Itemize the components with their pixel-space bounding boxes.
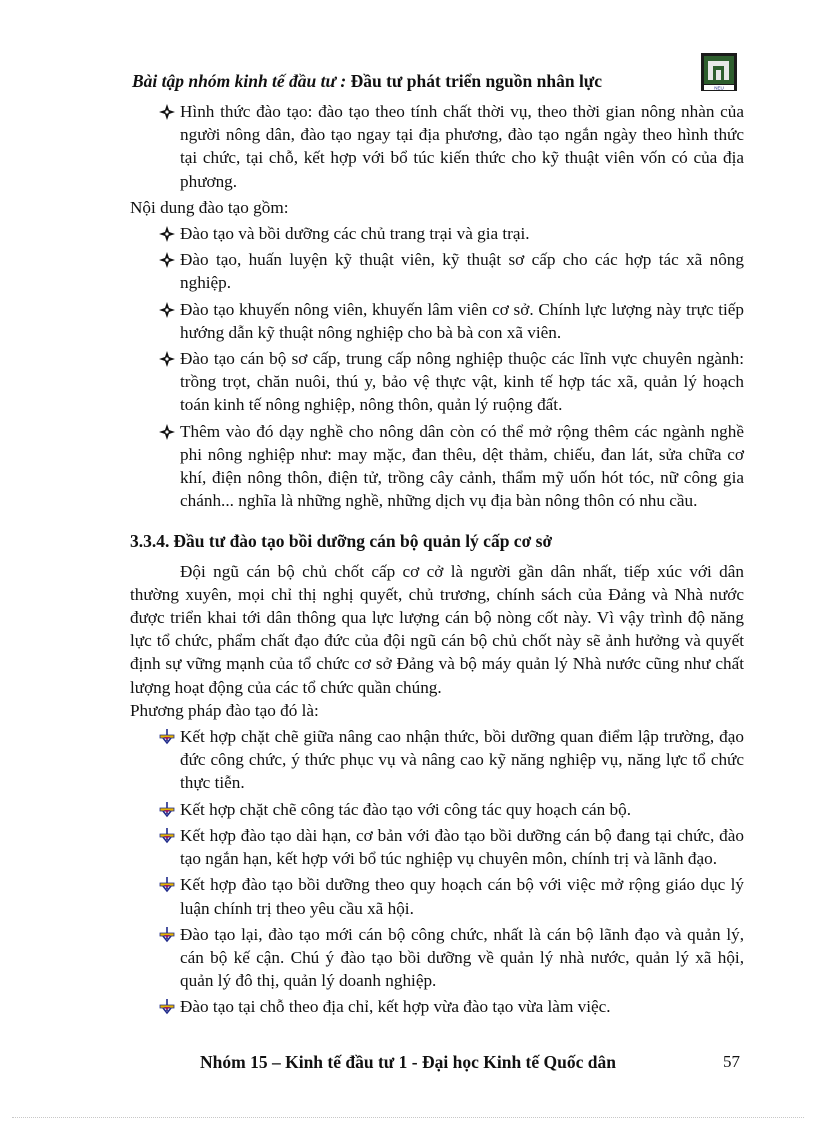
neu-logo-icon: [700, 52, 738, 92]
arrow-bullet-icon: [159, 927, 175, 943]
list-item: [130, 995, 744, 1018]
diamond-bullet-icon: [159, 302, 175, 318]
content-heading: Nội dung đào tạo gồm:: [130, 197, 289, 217]
list-item-text: Đào tạo và bồi dưỡng các chủ trang trại và gia trại.: [180, 224, 530, 244]
list-item-text: Kết hợp chặt chẽ công tác đào tạo với công tác quy hoạch cán bộ.: [180, 799, 632, 819]
section-number: 3.3.4.: [130, 531, 170, 552]
section-heading: [130, 530, 744, 553]
page-footer: Nhóm 15 – Kinh tế đầu tư 1 - Đại học Kinh tế Quốc dân: [200, 1052, 616, 1072]
list-item-text: Kết hợp đào tạo dài hạn, cơ bản với đào tạo bồi dưỡng cán bộ đang tại chức, đào tạo ngắn hạn, kết hợp với bổ túc nghiệp vụ chuyên môn, chính trị và lãnh đạo.: [180, 825, 744, 869]
page-content: [130, 100, 744, 1019]
page-bottom-divider: [12, 1117, 804, 1118]
list-item-text: Đào tạo lại, đào tạo mới cán bộ công chức, nhất là cán bộ lãnh đạo và quản lý, cán bộ kế cận. Chú ý đào tạo bồi dưỡng về quản lý nhà nước, quản lý xã hội, quản lý đô thị, quản lý doanh nghiệp.: [180, 924, 744, 991]
list-item: [130, 873, 744, 919]
list-item-text: Đào tạo khuyến nông viên, khuyến lâm viên cơ sở. Chính lực lượng này trực tiếp hướng dẫn kỹ thuật nông nghiệp cho bà bà con xã viên.: [180, 299, 744, 342]
diamond-bullet-icon: [159, 424, 175, 440]
header-topic: Đầu tư phát triển nguồn nhân lực: [346, 71, 603, 91]
list-item: [130, 420, 744, 513]
list-item: [130, 298, 744, 344]
header-course-label: Bài tập nhóm kinh tế đầu tư :: [132, 71, 347, 91]
list-item: [130, 347, 744, 417]
page-header-title: [132, 71, 602, 92]
arrow-bullet-icon: [159, 828, 175, 844]
list-item: [130, 222, 744, 245]
diamond-bullet-icon: [159, 252, 175, 268]
list-item: [130, 824, 744, 870]
arrow-bullet-icon: [159, 802, 175, 818]
logo-text: NEU: [714, 85, 724, 91]
list-item-text: Đào tạo tại chỗ theo địa chỉ, kết hợp vừa đào tạo vừa làm việc.: [180, 997, 611, 1017]
page-number: 57: [723, 1052, 740, 1071]
training-forms-text: Hình thức đào tạo: đào tạo theo tính chất thời vụ, theo thời gian nông nhàn của người nông dân, đào tạo ngay tại địa phương, đào tạo ngắn ngày theo hình thức tại chức, tại chỗ, kết hợp với bổ túc kiến thức cho kỹ thuật viên vốn có của địa phương.: [180, 102, 744, 191]
list-item-text: Đào tạo, huấn luyện kỹ thuật viên, kỹ thuật sơ cấp cho các hợp tác xã nông nghiệp.: [180, 250, 744, 293]
diamond-bullet-icon: [159, 351, 175, 367]
list-item-text: Thêm vào đó dạy nghề cho nông dân còn có thể mở rộng thêm các ngành nghề phi nông nghiệp như: may mặc, đan thêu, dệt thảm, chiếu, đan lát, sửa chữa cơ khí, điện nông thôn, điện tử, trồng cây cảnh, thẩm mỹ uốn hót tóc, nữ công gia chánh... nghĩa là những nghề, những dịch vụ địa bàn nông thôn có nhu cầu.: [180, 421, 744, 511]
diamond-bullet-icon: [159, 104, 175, 120]
list-item: [130, 798, 744, 821]
list-item-text: Kết hợp đào tạo bồi dưỡng theo quy hoạch cán bộ với việc mở rộng giáo dục lý luận chính trị theo yêu cầu xã hội.: [180, 875, 744, 918]
section-title: Đầu tư đào tạo bồi dưỡng cán bộ quản lý cấp cơ sở: [173, 531, 553, 552]
list-item: [130, 725, 744, 795]
list-item-text: Đào tạo cán bộ sơ cấp, trung cấp nông nghiệp thuộc các lĩnh vực chuyên ngành: trồng trọt, chăn nuôi, thú y, bảo vệ thực vật, kinh tế hợp tác xã, quản lý hoạch toán kinh tế nông nghiệp, nông thôn, quản lý ruộng đất.: [180, 349, 744, 415]
diamond-bullet-icon: [159, 226, 175, 242]
arrow-bullet-icon: [159, 999, 175, 1015]
list-item-text: Kết hợp chặt chẽ giữa nâng cao nhận thức, bồi dưỡng quan điểm lập trường, đạo đức công chức, ý thức phục vụ và nâng cao kỹ năng nghiệp vụ, năng lực tổ chức thực tiễn.: [180, 727, 744, 793]
list-item: [130, 248, 744, 294]
list-item: [130, 923, 744, 993]
methods-heading: Phương pháp đào tạo đó là:: [130, 700, 319, 720]
arrow-bullet-icon: [159, 877, 175, 893]
arrow-bullet-icon: [159, 729, 175, 745]
section-paragraph: Đội ngũ cán bộ chủ chốt cấp cơ cở là người gần dân nhất, tiếp xúc với dân thường xuyên, mọi chỉ thị nghị quyết, chủ trương, chính sách của Đảng và Nhà nước được triển khai tới dân thông qua lực lượng cán bộ nòng cốt này. Vì vậy trình độ năng lực tổ chức, phẩm chất đạo đức của đội ngũ cán bộ chủ chốt này sẽ ảnh hưởng và quyết định sự vững mạnh của tổ chức cơ sở Đảng và bộ máy quản lý Nhà nước cũng như chất lượng hoạt động của các tổ chức quần chúng.: [130, 561, 744, 697]
list-item: [130, 100, 744, 193]
